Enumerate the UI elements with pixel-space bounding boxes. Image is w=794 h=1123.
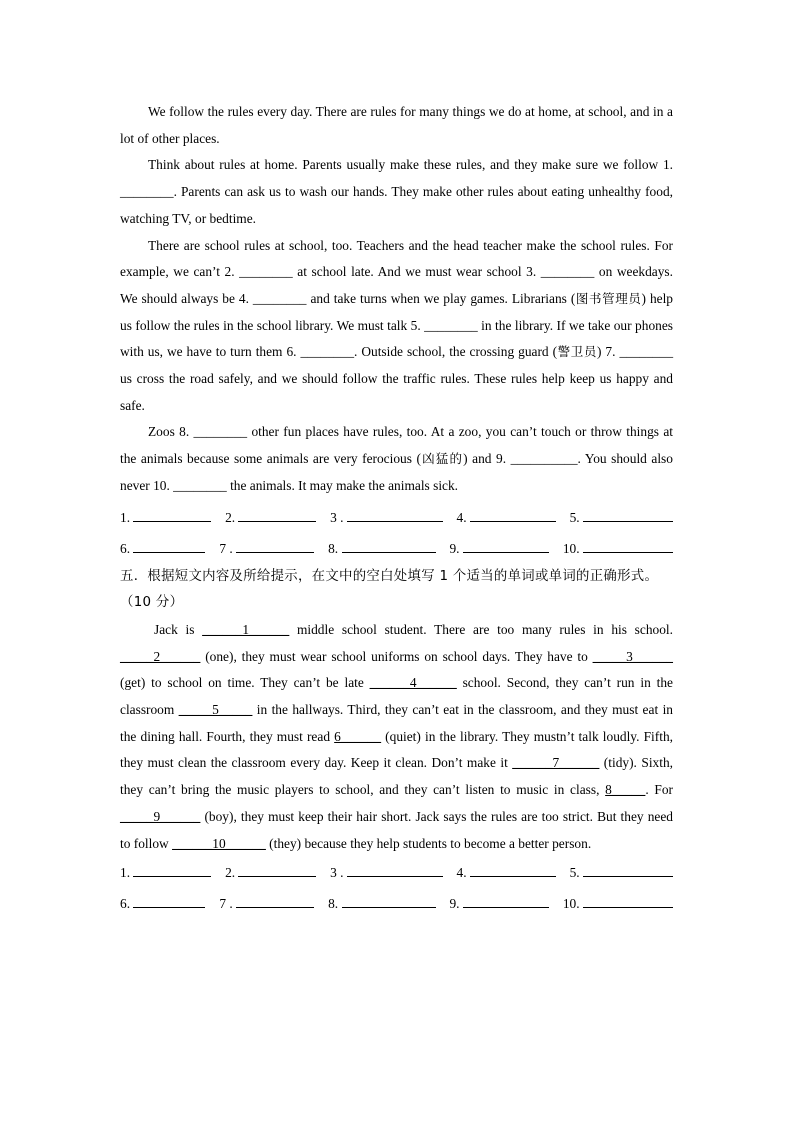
answer-item: 1. <box>120 857 211 888</box>
text-run: ) help us follow the rules in the school library. We must talk 5. <box>120 290 673 333</box>
passage1-paragraph-4 <box>120 419 673 499</box>
text-run: and take turns when we play games. Librarians ( <box>306 290 576 306</box>
answer-item: 3 . <box>330 857 443 888</box>
answer-item: 9. <box>449 533 548 564</box>
numbered-blank: _____3______ <box>592 648 673 664</box>
text-run: Zoos 8. <box>148 424 194 440</box>
text-run: (one), they must wear school uniforms on school days. They have to <box>200 648 593 664</box>
answer-item: 2. <box>225 502 316 533</box>
worksheet-page <box>120 99 673 919</box>
numbered-blank: _____9______ <box>120 808 201 824</box>
fill-blank: __________ <box>510 451 578 467</box>
text-run: in the library. If we take our phones with us, we have to turn them 6. <box>120 317 673 360</box>
answer-item: 10. <box>563 888 673 919</box>
text-run: school. Second, they can’t run in the classroom <box>120 675 673 718</box>
answer-item: 5. <box>570 857 673 888</box>
answer-item: 4. <box>457 502 556 533</box>
text-run: There are school rules at school, too. Teachers and the head teacher make the school rules. For example, we can’t 2. <box>120 237 673 280</box>
fill-blank: ________ <box>300 344 355 360</box>
numbered-blank: _____5_____ <box>178 702 253 718</box>
numbered-blank: ______10______ <box>172 835 266 851</box>
chinese-gloss: 图书管理员 <box>575 290 642 306</box>
answer-item: 3 . <box>330 502 443 533</box>
answer-item: 6. <box>120 533 205 564</box>
answer-item: 8. <box>328 888 435 919</box>
numbered-blank: ______4______ <box>369 675 457 691</box>
fill-blank: ________ <box>252 290 307 306</box>
text-run: middle school student. There are too many rules in his school. <box>289 621 673 637</box>
numbered-blank: 6______ <box>334 728 382 744</box>
chinese-gloss: 警卫员 <box>557 344 598 360</box>
fill-blank: ________ <box>239 264 293 280</box>
answer-line <box>120 533 673 564</box>
numbered-blank: ______7______ <box>512 755 600 771</box>
passage2-paragraph <box>120 617 673 857</box>
text-run: us cross the road safely, and we should follow the traffic rules. These rules help keep us happy and safe. <box>120 371 673 413</box>
text-run: . For <box>645 782 673 798</box>
text-run: the animals. It may make the animals sick. <box>226 477 459 493</box>
text-run: ) and 9. <box>463 451 511 467</box>
answer-line <box>120 857 673 888</box>
text-run: in the hallways. Third, they can’t eat in the classroom, and they must eat in the dining hall. Fourth, they must read <box>120 702 673 744</box>
text-run: (tidy). Sixth, they can’t bring the music players to school, and they can’t listen to music in class, <box>120 755 673 798</box>
fill-blank: ________ <box>193 424 248 440</box>
text-run: other fun places have rules, too. At a zoo, you can’t touch or throw things at the animals because some animals are very ferocious ( <box>120 424 673 467</box>
text-run: (boy), they must keep their hair short. Jack says the rules are too strict. But they need to follow <box>120 808 673 851</box>
answer-line <box>120 502 673 533</box>
chinese-gloss: 凶猛的 <box>420 451 464 467</box>
text-run: on weekdays. We should always be 4. <box>120 264 673 306</box>
numbered-blank: 8_____ <box>605 782 646 798</box>
text-run: . Outside school, the crossing guard ( <box>354 344 558 360</box>
answer-item: 1. <box>120 502 211 533</box>
text-run: Think about rules at home. Parents usually make these rules, and they make sure we follow 1. <box>148 157 673 173</box>
text-run: (quiet) in the library. They mustn’t talk loudly. Fifth, they must clean the classroom every day. Keep it clean. Don’t make it <box>120 728 673 771</box>
text-run: Jack is <box>154 621 203 637</box>
fill-blank: ________ <box>424 317 478 333</box>
answer-row-1 <box>120 502 673 564</box>
answer-row-2 <box>120 857 673 919</box>
answer-item: 7 . <box>219 533 314 564</box>
fill-blank: ________ <box>540 264 595 280</box>
text-run: at school late. And we must wear school 3. <box>292 264 541 280</box>
text-run: ) 7. <box>597 344 620 360</box>
passage1-paragraph-2 <box>120 152 673 232</box>
text-run: . Parents can ask us to wash our hands. They make other rules about eating unhealthy food, watching TV, or bedtime. <box>120 184 673 226</box>
text-run: (get) to school on time. They can’t be late <box>120 675 370 691</box>
fill-blank: ________ <box>619 344 674 360</box>
text-run: . You should also never 10. <box>120 451 673 493</box>
text-run: We follow the rules every day. There are rules for many things we do at home, at school, and in a lot of other places. <box>120 104 673 146</box>
numbered-blank: _____2______ <box>120 648 201 664</box>
passage1-paragraph-3 <box>120 233 673 420</box>
numbered-blank: ______1______ <box>202 621 290 637</box>
fill-blank: ________ <box>173 477 227 493</box>
answer-item: 4. <box>457 857 556 888</box>
answer-item: 6. <box>120 888 205 919</box>
passage1-paragraph-1 <box>120 99 673 152</box>
text-run: (they) because they help students to become a better person. <box>265 835 592 851</box>
fill-blank: ________ <box>120 184 174 200</box>
answer-item: 7 . <box>219 888 314 919</box>
section-five-title: 五．根据短文内容及所给提示，在文中的空白处填写 1 个适当的单词或单词的正确形式。（10 分） <box>120 568 659 611</box>
answer-item: 8. <box>328 533 435 564</box>
answer-line <box>120 888 673 919</box>
answer-item: 2. <box>225 857 316 888</box>
answer-item: 10. <box>563 533 673 564</box>
answer-item: 9. <box>449 888 548 919</box>
answer-item: 5. <box>570 502 673 533</box>
